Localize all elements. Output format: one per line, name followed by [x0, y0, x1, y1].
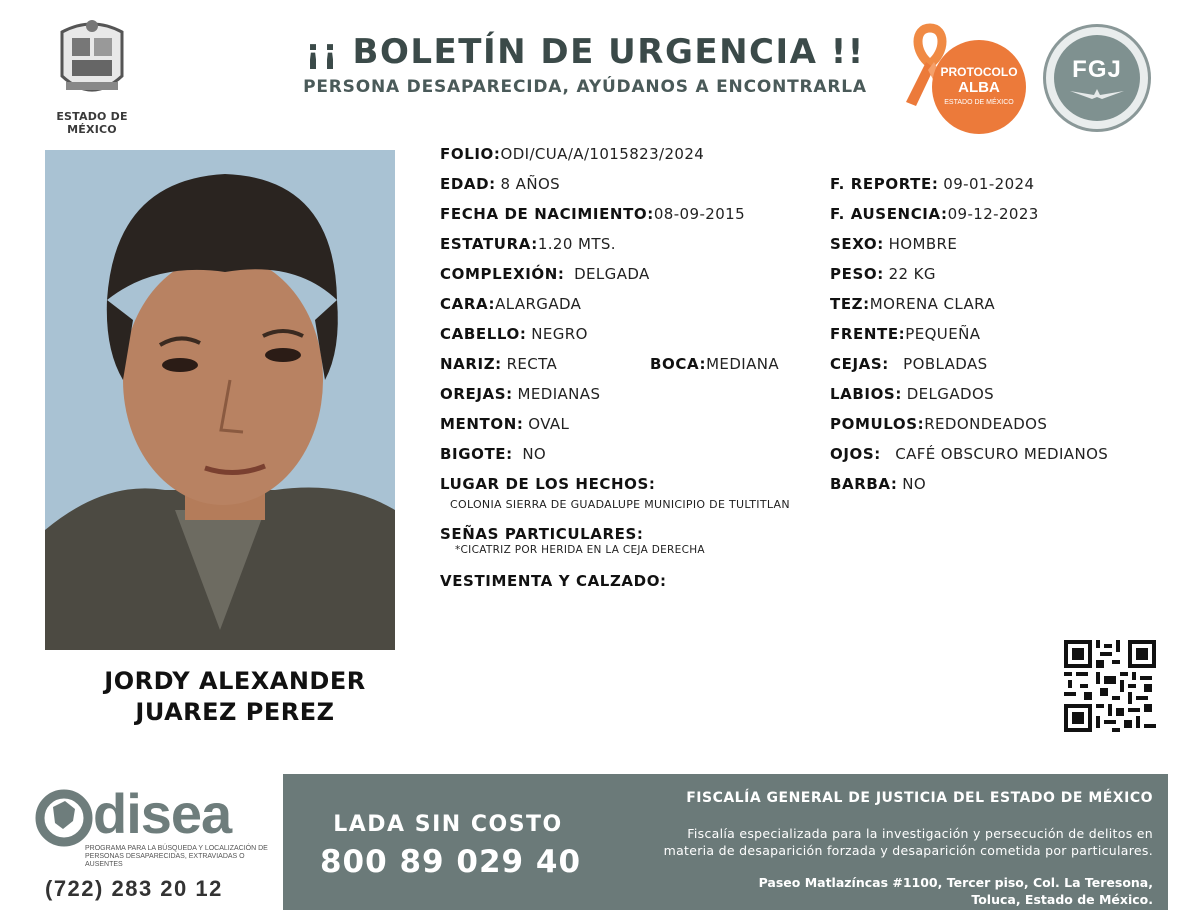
field-value: MORENA CLARA: [869, 295, 995, 313]
state-logo-caption: ESTADO DE MÉXICO: [56, 110, 128, 136]
bulletin-title: ¡¡ BOLETÍN DE URGENCIA !!: [305, 32, 865, 72]
field-value: POBLADAS: [903, 355, 988, 373]
field-value: MEDIANA: [706, 355, 780, 373]
field-peso: [830, 265, 936, 283]
fgj-seal-logo: [1043, 24, 1151, 132]
fiscalia-address-line-1: Paseo Matlazíncas #1100, Tercer piso, Col. La Teresona,: [758, 875, 1153, 890]
field-value: NO: [522, 445, 547, 463]
toll-free-label: LADA SIN COSTO: [333, 812, 563, 837]
field-lugar-hechos-label: [440, 475, 656, 493]
field-value: CAFÉ OBSCURO MEDIANOS: [895, 445, 1109, 463]
field-label: SEXO:: [830, 235, 884, 253]
person-full-name: [70, 666, 400, 728]
field-value: NO: [902, 475, 927, 493]
field-pomulos: [830, 415, 1047, 433]
fgj-seal-text: FGJ: [1072, 56, 1122, 83]
field-value: ODI/CUA/A/1015823/2024: [500, 145, 705, 163]
field-folio: [440, 145, 704, 163]
field-f-reporte: [830, 175, 1034, 193]
bulletin-subtitle: PERSONA DESAPARECIDA, AYÚDANOS A ENCONTRARLA: [303, 77, 867, 97]
field-labios: [830, 385, 994, 403]
fiscalia-name: FISCALÍA GENERAL DE JUSTICIA DEL ESTADO DE MÉXICO: [686, 790, 1153, 806]
field-boca: [650, 355, 779, 373]
field-edad: [440, 175, 560, 193]
odisea-map-pin-icon: [35, 789, 93, 847]
odisea-tagline: PROGRAMA PARA LA BÚSQUEDA Y LOCALIZACIÓN DE PERSONAS DESAPARECIDAS, EXTRAVIADAS O AUSENTES: [85, 845, 268, 868]
field-sexo: [830, 235, 957, 253]
field-value: REDONDEADOS: [924, 415, 1048, 433]
field-cabello: [440, 325, 588, 343]
fgj-seal-inner: [1054, 35, 1140, 121]
field-value: 09-12-2023: [947, 205, 1039, 223]
field-orejas: [440, 385, 600, 403]
field-nariz: [440, 355, 557, 373]
field-label: MENTON:: [440, 415, 524, 433]
field-label: VESTIMENTA Y CALZADO:: [440, 572, 667, 590]
field-value: 1.20 MTS.: [537, 235, 616, 253]
person-name-line-1: JORDY ALEXANDER: [104, 667, 366, 695]
field-value: MEDIANAS: [517, 385, 601, 403]
alba-badge: [932, 40, 1026, 134]
odisea-wordmark: disea: [93, 782, 232, 845]
field-barba: [830, 475, 926, 493]
field-label: NARIZ:: [440, 355, 502, 373]
field-label: OREJAS:: [440, 385, 513, 403]
field-senas-label: [440, 525, 644, 543]
toll-free-number[interactable]: 800 89 029 40: [319, 844, 582, 880]
protocolo-alba-logo: [900, 22, 1030, 134]
field-label: BARBA:: [830, 475, 898, 493]
alba-line-2: ALBA: [958, 79, 1000, 96]
field-label: CABELLO:: [440, 325, 527, 343]
field-label: LUGAR DE LOS HECHOS:: [440, 475, 656, 493]
field-tez: [830, 295, 995, 313]
portrait-image: [45, 150, 395, 650]
missing-person-photo: [45, 150, 395, 650]
field-label: TEZ:: [830, 295, 870, 313]
alba-line-1: PROTOCOLO: [940, 65, 1018, 79]
alba-line-3: ESTADO DE MÉXICO: [944, 99, 1014, 106]
field-label: FECHA DE NACIMIENTO:: [440, 205, 654, 223]
field-fecha-nacimiento: [440, 205, 745, 223]
field-vestimenta: [440, 572, 667, 590]
field-value: 8 AÑOS: [500, 175, 561, 193]
fiscalia-address: [598, 874, 1153, 908]
field-cara: [440, 295, 581, 313]
fiscalia-description-line-2: materia de desaparición forzada y desaparición cometida por particulares.: [663, 843, 1153, 858]
field-frente: [830, 325, 980, 343]
field-value: 08-09-2015: [653, 205, 746, 223]
field-label: ESTATURA:: [440, 235, 538, 253]
estado-de-mexico-logo: [30, 18, 154, 136]
coat-of-arms-icon: [52, 18, 132, 106]
field-label: PESO:: [830, 265, 884, 283]
field-label: COMPLEXIÓN:: [440, 265, 565, 283]
fiscalia-address-line-2: Toluca, Estado de México.: [971, 892, 1153, 907]
field-value: 09-01-2024: [943, 175, 1035, 193]
field-value: DELGADA: [574, 265, 650, 283]
field-value: HOMBRE: [888, 235, 958, 253]
field-value: NEGRO: [531, 325, 588, 343]
field-label: BIGOTE:: [440, 445, 513, 463]
contact-phone[interactable]: (722) 283 20 12: [45, 876, 223, 901]
field-label: CEJAS:: [830, 355, 889, 373]
field-value: ALARGADA: [495, 295, 582, 313]
person-name-line-2: JUAREZ PEREZ: [135, 698, 335, 726]
field-complexion: [440, 265, 650, 283]
field-value: PEQUEÑA: [905, 325, 981, 343]
field-bigote: [440, 445, 546, 463]
field-label: F. REPORTE:: [830, 175, 939, 193]
odisea-logo: [35, 782, 275, 875]
field-label: FOLIO:: [440, 145, 501, 163]
field-label: OJOS:: [830, 445, 881, 463]
wings-icon: [1068, 87, 1126, 101]
field-label: LABIOS:: [830, 385, 902, 403]
field-value: DELGADOS: [906, 385, 995, 403]
field-label: BOCA:: [650, 355, 707, 373]
field-value: 22 KG: [888, 265, 936, 283]
field-f-ausencia: [830, 205, 1039, 223]
fiscalia-description: [598, 825, 1153, 859]
field-senas-value: *CICATRIZ POR HERIDA EN LA CEJA DERECHA: [455, 544, 705, 556]
field-estatura: [440, 235, 616, 253]
fiscalia-description-line-1: Fiscalía especializada para la investigación y persecución de delitos en: [687, 826, 1153, 841]
qr-code-icon[interactable]: [1064, 640, 1156, 732]
field-label: POMULOS:: [830, 415, 925, 433]
field-label: FRENTE:: [830, 325, 906, 343]
field-lugar-hechos-value: COLONIA SIERRA DE GUADALUPE MUNICIPIO DE TULTITLAN: [450, 498, 790, 511]
field-label: SEÑAS PARTICULARES:: [440, 525, 644, 543]
field-label: CARA:: [440, 295, 496, 313]
field-value: RECTA: [506, 355, 558, 373]
field-cejas: [830, 355, 988, 373]
field-label: F. AUSENCIA:: [830, 205, 948, 223]
field-ojos: [830, 445, 1108, 463]
field-value: OVAL: [528, 415, 570, 433]
field-menton: [440, 415, 569, 433]
field-label: EDAD:: [440, 175, 496, 193]
